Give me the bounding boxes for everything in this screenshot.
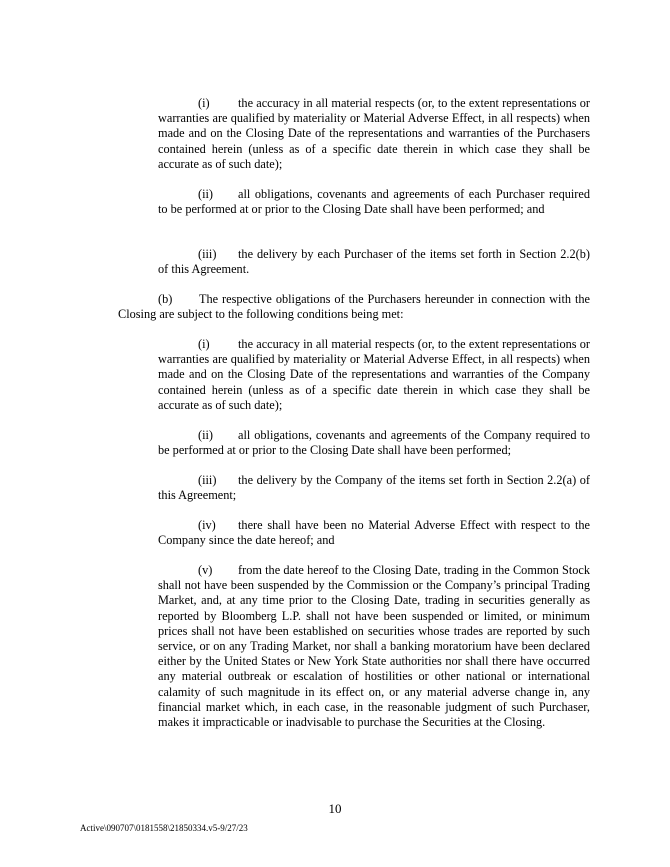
- paragraph-b-ii: [158, 428, 590, 458]
- page-number: 10: [328, 801, 342, 816]
- paragraph-text: the delivery by the Company of the items set forth in Section 2.2(a) of this Agreement;: [158, 473, 590, 503]
- paragraph-marker: (iv): [198, 518, 216, 532]
- paragraph-marker: (ii): [198, 187, 214, 201]
- paragraph-text: all obligations, covenants and agreements of each Purchaser required to be performed at or prior to the Closing Date shall have been performed; and: [158, 187, 590, 217]
- paragraph-b-v: [158, 563, 590, 730]
- paragraph-a-iii: [158, 247, 590, 277]
- paragraph-b: [118, 292, 590, 322]
- paragraph-marker: (v): [198, 563, 213, 577]
- paragraph-text: all obligations, covenants and agreements of the Company required to be performed at or prior to the Closing Date shall have been performed;: [158, 428, 590, 458]
- paragraph-marker: (i): [198, 337, 210, 351]
- paragraph-text: The respective obligations of the Purchasers hereunder in connection with the Closing are subject to the following conditions being met:: [118, 292, 590, 322]
- paragraph-text: the accuracy in all material respects (or, to the extent representations or warranties are qualified by materiality or Material Adverse Effect, in all respects) when made and on the Closing Date of the representations and warranties of the Purchasers contained herein (unless as of a specific date therein in which case they shall be accurate as of such date);: [158, 96, 590, 171]
- paragraph-text: there shall have been no Material Adverse Effect with respect to the Company since the date hereof; and: [158, 518, 590, 548]
- paragraph-marker: (b): [158, 292, 173, 306]
- paragraph-a-ii: [158, 187, 590, 217]
- paragraph-marker: (ii): [198, 428, 214, 442]
- paragraph-b-i: [158, 337, 590, 413]
- paragraph-b-iii: [158, 473, 590, 503]
- paragraph-text: from the date hereof to the Closing Date, trading in the Common Stock shall not have been suspended by the Commission or the Company’s principal Trading Market, and, at any time prior to the Closing Date, trading in securities generally as reported by Bloomberg L.P. shall not have been suspended or limited, or minimum prices shall not have been established on securities whose trades are reported by such service, or on any Trading Market, nor shall a banking moratorium have been declared either by the United States or New York State authorities nor shall there have occurred any material outbreak or escalation of hostilities or other national or international calamity of such magnitude in its effect on, or any material adverse change in, any financial market which, in each case, in the reasonable judgment of such Purchaser, makes it impracticable or inadvisable to purchase the Securities at the Closing.: [158, 563, 590, 730]
- paragraph-marker: (iii): [198, 247, 217, 261]
- paragraph-text: the accuracy in all material respects (or, to the extent representations or warranties are qualified by materiality or Material Adverse Effect, in all respects) when made and on the Closing Date of the representations and warranties of the Company contained herein (unless as of a specific date therein in which case they shall be accurate as of such date);: [158, 337, 590, 412]
- document-footer-id: Active\090707\0181558\21850334.v5-9/27/23: [80, 823, 248, 833]
- paragraph-b-iv: [158, 518, 590, 548]
- paragraph-a-i: [158, 96, 590, 172]
- paragraph-marker: (iii): [198, 473, 217, 487]
- paragraph-text: the delivery by each Purchaser of the items set forth in Section 2.2(b) of this Agreement.: [158, 247, 590, 277]
- paragraph-marker: (i): [198, 96, 210, 110]
